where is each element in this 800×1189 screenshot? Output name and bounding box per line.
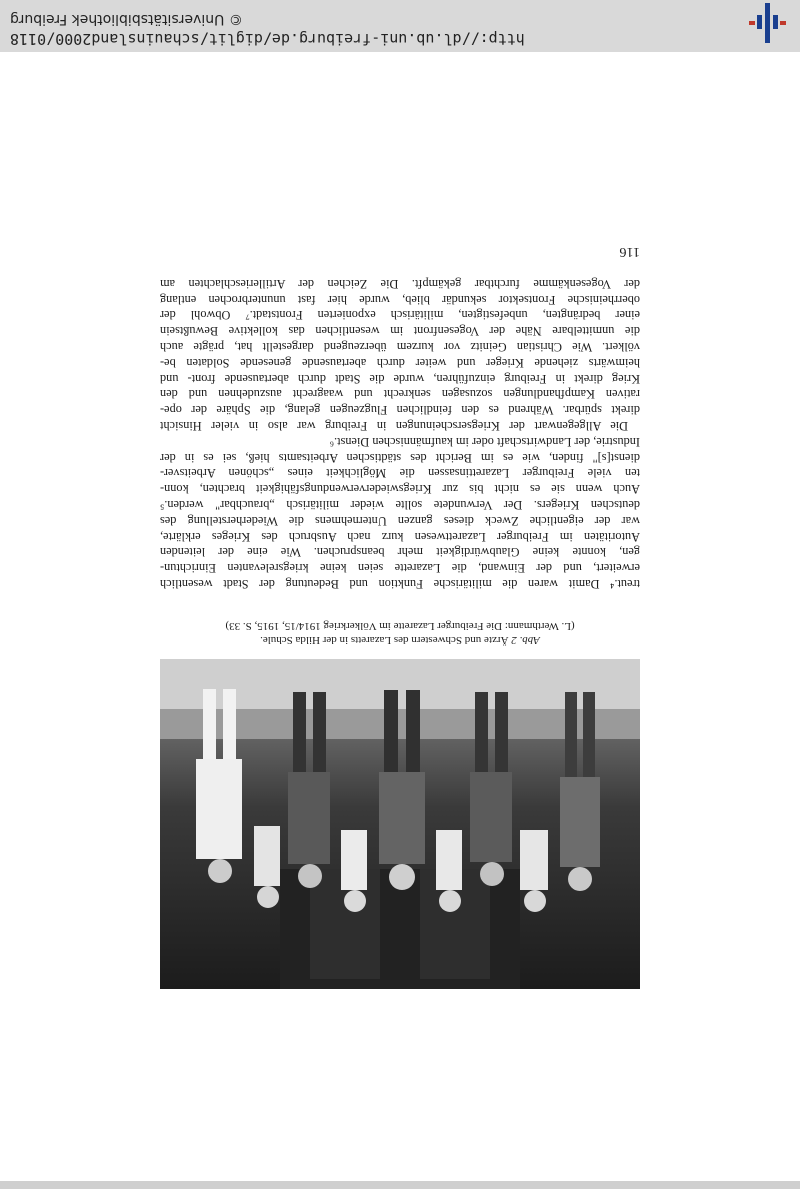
caption-line-2: (L. Werthmann: Die Freiburger Lazarette im Völkerkrieg 1914/15, 1915, S. 33) [225,620,575,632]
text-line: heimwärts ziehende Krieger und weiter durch abertausende genesende Soldaten be- [160,355,640,370]
permalink-url[interactable]: http://dl.ub.uni-freiburg.de/diglit/schauinsland2000/0118 [10,30,525,48]
copyright-notice: © Universitätsbibliothek Freiburg [10,11,243,27]
figure-photograph [160,659,640,989]
text-line: rativen Kampfhandlungen sozusagen senkrecht und waagrecht auszudehnen und den [160,387,640,402]
text-line: treut.⁴ Damit waren die militärische Funktion und Bedeutung der Stadt wesentlich [160,577,640,591]
text-line: war der eigentliche Zweck dieses ganzen Unternehmens die Wiederherstellung des [160,513,640,528]
footer-bar [0,0,800,52]
text-line: ten viele Freiburger Lazarettinsassen die Möglichkeit eines „schönen Arbeitsver- [160,466,640,481]
text-line: erweitert, und der Einwand, die Lazarette seien keine kriegsrelevanten Einrichtun- [160,561,640,576]
text-line: Auch wenn sie es nicht bis zur Kriegswiederverwendungsfähigkeit brachten, konn- [160,482,640,497]
body-text [160,275,640,591]
text-line: direkt spürbar. Während es den feindlichen Flugzeugen gelang, die Sphäre der ope- [160,403,640,418]
text-line: der Vogesenkämme furchtbar gekämpft. Die Zeichen der Artillerieschlachten am [160,276,640,291]
text-line: Industrie, der Landwirtschaft oder im kaufmännischen Dienst.⁶ [329,434,640,449]
university-logo-icon [748,3,788,43]
text-line: deutschen Kriegers. Der Verwundete sollte wieder militärisch „brauchbar" werden.⁵ [160,498,640,513]
viewer-top-strip [0,1181,800,1189]
figure-label: Abb. 2 [511,634,540,646]
text-line: die unmittelbare Nähe der Vogesenfront im wesentlichen das kollektive Bewußtsein [160,324,640,339]
text-line: völkert. Wie Christian Geinitz vor kurzem überzeugend dargestellt hat, prägte auch [160,340,640,355]
text-line: einer bedrängten, unbefestigten, militärisch exponierten Frontstadt.⁷ Obwohl der [160,308,640,323]
page-number: 116 [619,244,640,259]
text-line: oberrheinische Frontsektor sekundär blieb, wurde hier fast ununterbrochen entlang [160,292,640,307]
text-line: Autoritäten im Freiburger Lazarettwesen kurz nach Ausbruch des Krieges erklärte, [160,529,640,544]
photo-illustration [160,659,640,989]
text-line: dienst[s]" finden, wie es im Bericht des städtischen Arbeitsamts hieß, sei es in der [160,450,640,465]
text-line: Die Allgegenwart der Kriegserscheinungen in Freiburg war also in vieler Hinsicht [160,419,628,434]
figure-caption [160,619,640,647]
text-line: gen, konnte keine Glaubwürdigkeit mehr beanspruchen. Wie eine der leitenden [160,545,640,560]
text-line: Krieg direkt in Freiburg einzuführen, wurde die Stadt durch abertausende front- und [160,371,640,386]
caption-line-1: Ärzte und Schwestern des Lazaretts in der Hilda Schule. [260,634,509,646]
